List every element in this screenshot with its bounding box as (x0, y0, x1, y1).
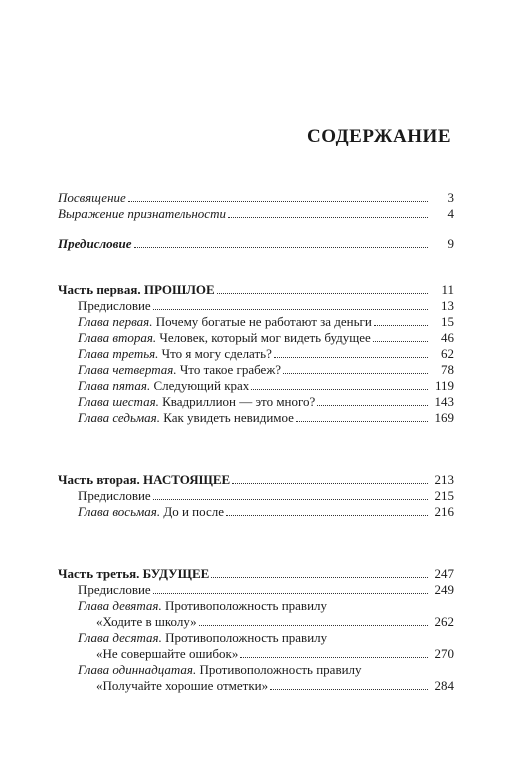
part-label: Часть первая. (58, 282, 141, 297)
toc-entry[interactable] (58, 346, 454, 362)
leader-dots (373, 340, 428, 342)
leader-dots (283, 372, 428, 374)
chapter-prefix: Глава пятая. (78, 378, 151, 393)
leader-dots (153, 308, 428, 310)
toc-entry-line2[interactable] (58, 678, 454, 694)
chapter-prefix: Глава одиннадцатая. (78, 662, 197, 677)
toc-part-1[interactable] (58, 282, 454, 298)
entry-label (78, 504, 224, 520)
toc-entry[interactable] (58, 582, 454, 598)
chapter-title-continued: «Ходите в школу» (96, 614, 197, 629)
page-number: 46 (441, 330, 454, 345)
chapter-prefix: Глава десятая. (78, 630, 162, 645)
chapter-prefix: Глава первая. (78, 314, 153, 329)
chapter-title: До и после (163, 504, 224, 519)
toc-entry-dedication[interactable] (58, 190, 454, 206)
leader-dots (128, 200, 428, 202)
entry-label (78, 630, 327, 646)
chapter-title-continued: «Получайте хорошие отметки» (96, 678, 269, 693)
toc-entry[interactable] (58, 378, 454, 394)
toc-entry[interactable] (58, 488, 454, 504)
page-number: 13 (441, 298, 454, 313)
entry-label: Выражение признательности (58, 206, 226, 221)
chapter-title: Что я могу сделать? (161, 346, 272, 361)
entry-label (78, 362, 281, 378)
page-number: 4 (447, 206, 454, 221)
toc-entry[interactable] (58, 330, 454, 346)
entry-label (78, 394, 315, 410)
part-name: НАСТОЯЩЕЕ (143, 472, 231, 487)
chapter-prefix: Глава девятая. (78, 598, 162, 613)
leader-dots (274, 356, 428, 358)
chapter-prefix: Глава вторая. (78, 330, 157, 345)
part-label: Часть вторая. (58, 472, 140, 487)
chapter-title: Человек, который мог видеть будущее (159, 330, 371, 345)
leader-dots (317, 404, 428, 406)
page-number: 78 (441, 362, 454, 377)
entry-label (78, 314, 372, 330)
toc-entry-line2[interactable] (58, 614, 454, 630)
entry-label: Посвящение (58, 190, 126, 205)
page-number: 284 (434, 678, 454, 693)
leader-dots (153, 498, 428, 500)
page-number: 119 (434, 378, 454, 393)
part-label: Часть третья. (58, 566, 140, 581)
leader-dots (134, 246, 429, 248)
page-number: 62 (441, 346, 454, 361)
part-name: ПРОШЛОЕ (143, 282, 215, 297)
page-number: 216 (434, 504, 454, 519)
part-heading (58, 472, 230, 488)
toc-part-2[interactable] (58, 472, 454, 488)
leader-dots (251, 388, 428, 390)
entry-label (78, 330, 371, 346)
leader-dots (217, 292, 428, 294)
page-number: 15 (441, 314, 454, 329)
leader-dots (153, 592, 428, 594)
entry-label (78, 598, 327, 614)
entry-label (78, 378, 249, 394)
toc-entry-line2[interactable] (58, 646, 454, 662)
chapter-prefix: Глава восьмая. (78, 504, 161, 519)
chapter-prefix: Глава шестая. (78, 394, 159, 409)
page-number: 3 (447, 190, 454, 205)
page-number: 9 (447, 236, 454, 251)
chapter-title: Что такое грабеж? (179, 362, 282, 377)
leader-dots (226, 514, 428, 516)
toc-entry[interactable] (58, 362, 454, 378)
leader-dots (270, 688, 428, 690)
entry-label (78, 346, 272, 362)
toc-entry[interactable] (58, 314, 454, 330)
chapter-title: Как увидеть невидимое (163, 410, 294, 425)
chapter-title-continued: «Не совершайте ошибок» (96, 646, 239, 661)
toc-entry[interactable] (58, 504, 454, 520)
entry-label: Предисловие (58, 236, 132, 251)
toc-entry[interactable] (58, 394, 454, 410)
part-heading (58, 282, 215, 298)
chapter-title: Противоположность правилу (165, 630, 328, 645)
toc-entry-foreword[interactable] (58, 236, 454, 252)
entry-label: Предисловие (78, 582, 151, 597)
entry-label (78, 662, 362, 678)
page-number: 270 (434, 646, 454, 661)
chapter-title: Следующий крах (153, 378, 250, 393)
entry-label (78, 410, 294, 426)
toc-entry-line1[interactable] (58, 598, 454, 614)
toc-entry-line1[interactable] (58, 662, 454, 678)
chapter-title: Квадриллион — это много? (162, 394, 316, 409)
chapter-prefix: Глава третья. (78, 346, 159, 361)
leader-dots (374, 324, 428, 326)
toc-entry-line1[interactable] (58, 630, 454, 646)
entry-label: Предисловие (78, 298, 151, 313)
page-number: 247 (434, 566, 454, 581)
chapter-prefix: Глава четвертая. (78, 362, 177, 377)
toc-part-3[interactable] (58, 566, 454, 582)
leader-dots (232, 482, 428, 484)
part-heading (58, 566, 209, 582)
toc-entry[interactable] (58, 298, 454, 314)
leader-dots (199, 624, 428, 626)
toc-entry[interactable] (58, 410, 454, 426)
page-number: 143 (434, 394, 454, 409)
leader-dots (211, 576, 428, 578)
page-number: 169 (434, 410, 454, 425)
chapter-title: Противоположность правилу (199, 662, 362, 677)
toc-entry-acknowledgements[interactable] (58, 206, 454, 222)
chapter-prefix: Глава седьмая. (78, 410, 160, 425)
leader-dots (296, 420, 428, 422)
leader-dots (228, 216, 428, 218)
part-name: БУДУЩЕЕ (142, 566, 210, 581)
chapter-title: Почему богатые не работают за деньги (155, 314, 372, 329)
page-number: 262 (434, 614, 454, 629)
page-number: 213 (434, 472, 454, 487)
page-number: 11 (441, 282, 454, 297)
entry-label: Предисловие (78, 488, 151, 503)
page-title: СОДЕРЖАНИЕ (307, 126, 451, 147)
leader-dots (240, 656, 428, 658)
page-number: 249 (434, 582, 454, 597)
chapter-title: Противоположность правилу (164, 598, 328, 613)
table-of-contents (58, 190, 454, 694)
page-number: 215 (434, 488, 454, 503)
